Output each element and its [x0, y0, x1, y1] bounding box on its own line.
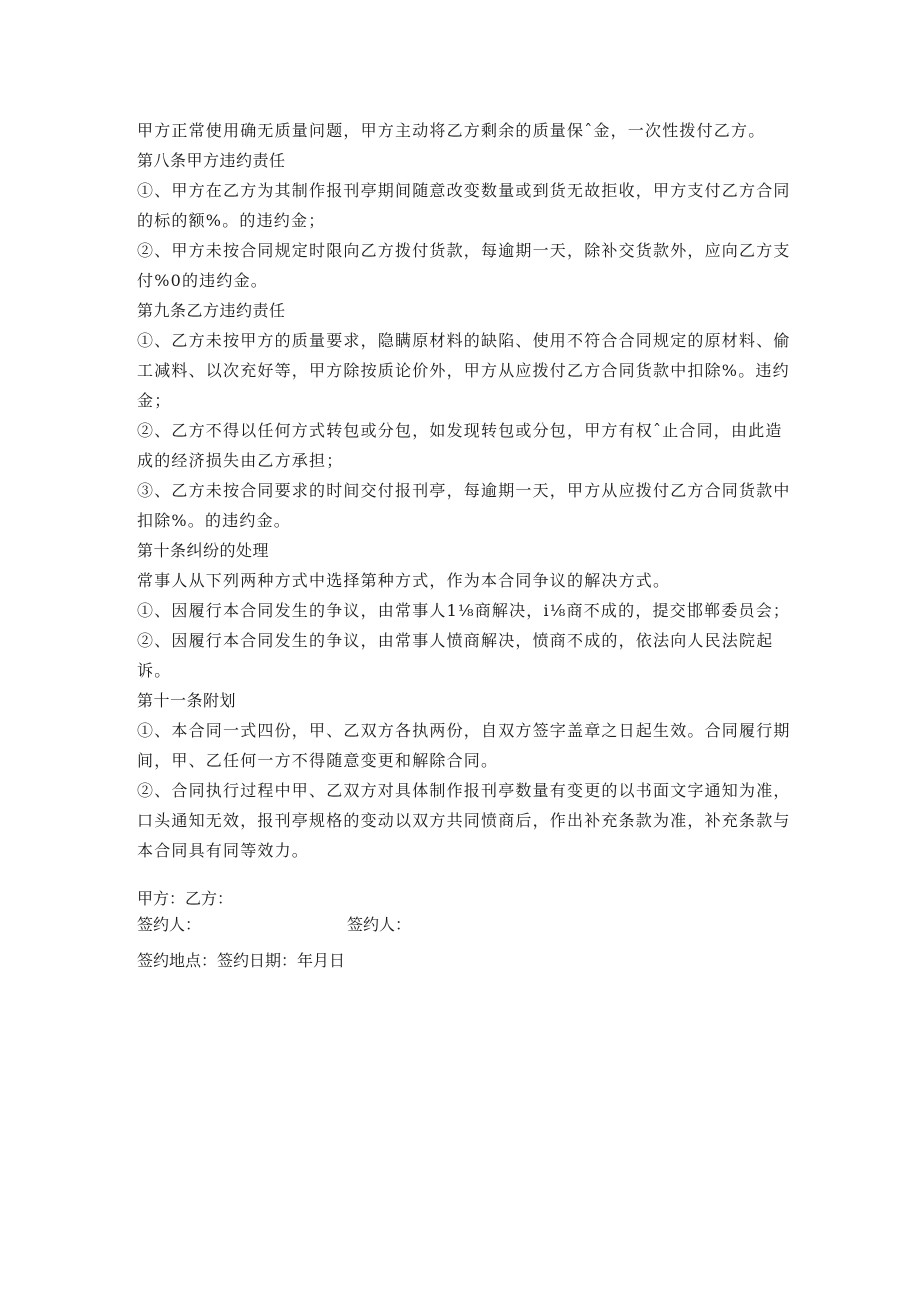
text-line: ②、乙方不得以任何方式转包或分包，如发现转包或分包，甲方有权ˆ止合同，由此造	[137, 421, 783, 440]
article-8-heading: 第八条甲方违约责任	[137, 151, 286, 170]
text-line: 付%0的违约金。	[137, 271, 268, 290]
text-line: 成的经济损失由乙方承担；	[137, 451, 344, 470]
signer-right-label: 签约人：	[347, 915, 412, 934]
contract-body	[137, 116, 791, 974]
text-line: 扣除%。的违约金。	[137, 511, 292, 530]
text-line: 金；	[137, 391, 172, 410]
article-10-heading: 第十条纠纷的处理	[137, 541, 270, 560]
article-9-heading: 第九条乙方违约责任	[137, 301, 286, 320]
text-line: 间，甲、乙任何一方不得随意变更和解除合同。	[137, 751, 499, 770]
text-line: ②、合同执行过程中甲、乙双方对具体制作报刊亭数量有变更的以书面文字通知为准，	[137, 781, 791, 800]
place-date-label: 签约地点：签约日期：年月日	[137, 951, 346, 970]
text-line: 本合同具有同等效力。	[137, 841, 310, 860]
text-line: 口头通知无效，报刊亭规格的变动以双方共同愤商后，作出补充条款为准，补充条款与	[137, 811, 791, 830]
signature-place-date	[137, 948, 787, 974]
signature-parties	[137, 886, 787, 912]
signer-left-label: 签约人：	[137, 915, 202, 934]
article-11-heading: 第十一条附划	[137, 691, 237, 710]
text-line: 的标的额%。的违约金；	[137, 211, 326, 230]
text-line: ②、甲方未按合同规定时限向乙方拨付货款，每逾期一天，除补交货款外，应向乙方支	[137, 241, 791, 260]
text-line: ①、因履行本合同发生的争议，由常事人1⅛商解决，i⅛商不成的，提交邯郸委员会；	[137, 601, 791, 620]
text-line: ①、乙方未按甲方的质量要求，隐瞒原材料的缺陷、使用不符合合同规定的原材料、偷	[137, 331, 791, 350]
text-line: 工减料、以次充好等，甲方除按质论价外，甲方从应拨付乙方合同货款中扣除%。违约	[137, 361, 790, 380]
text-line: ③、乙方未按合同要求的时间交付报刊亭，每逾期一天，甲方从应拨付乙方合同货款中	[137, 481, 791, 500]
text-line: 诉。	[137, 661, 172, 680]
text-line: ②、因履行本合同发生的争议，由常事人愤商解决，愤商不成的，依法向人民法院起	[137, 631, 774, 650]
signature-signers	[137, 912, 787, 938]
text-line: 甲方正常使用确无质量问题，甲方主动将乙方剩余的质量保ˆ金，一次性拨付乙方。	[137, 121, 766, 140]
text-line: 常事人从下列两种方式中选择第种方式，作为本合同争议的解决方式。	[137, 571, 671, 590]
text-line: ①、甲方在乙方为其制作报刊亭期间随意改变数量或到货无故拒收，甲方支付乙方合同	[137, 181, 791, 200]
text-line: ①、本合同一式四份，甲、乙双方各执两份，自双方签字盖章之日起生效。合同履行期	[137, 721, 791, 740]
parties-label: 甲方：乙方：	[137, 889, 234, 908]
